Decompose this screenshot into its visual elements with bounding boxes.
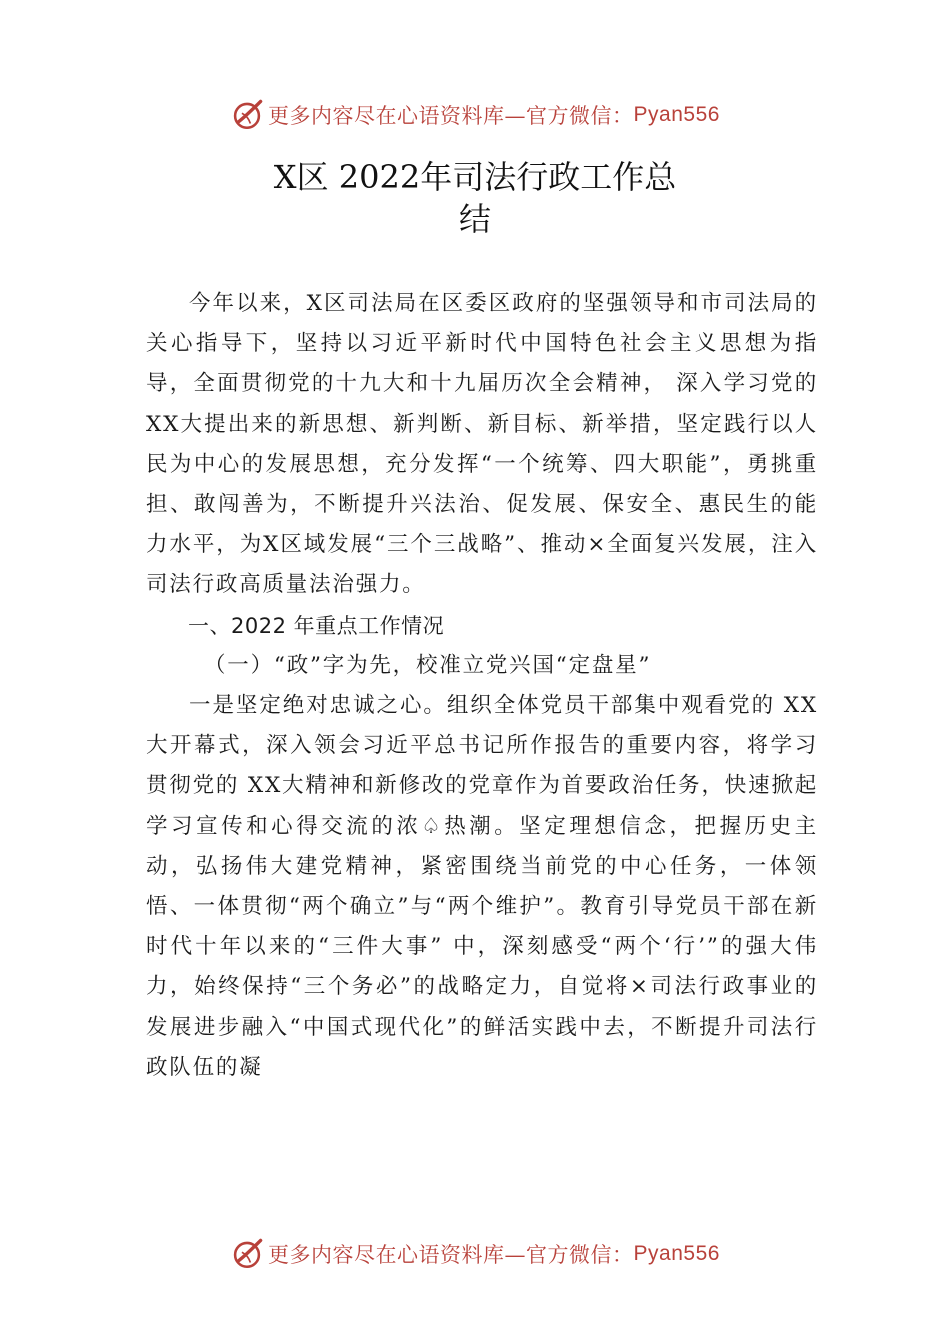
document-title [230, 156, 720, 240]
brush-logo-icon [230, 98, 264, 132]
intro-paragraph: 今年以来，X区司法局在区委区政府的坚强领导和市司法局的关心指导下，坚持以习近平新时代中国特色社会主义思想为指导，全面贯彻党的十九大和十九届历次全会精神， 深入学习党的 XX大提出来的新思想、新判断、新目标、新举措，坚定践行以人民为中心的发展思想，充分发挥“一个统筹、四大职能”，勇挑重担、敢闯善为，不断提升兴法治、促发展、保安全、惠民生的能力水平，为X区域发展“三个三战略”、推动×全面复兴发展，注入司法行政高质量法治强力。 [146, 291, 818, 598]
watermark-wechat-id: Pyan556 [633, 1242, 720, 1265]
watermark-text: 更多内容尽在心语资料库—官方微信： [268, 104, 634, 128]
watermark-wechat-id: Pyan556 [633, 103, 720, 126]
body-paragraph-1: 一是坚定绝对忠诚之心。组织全体党员干部集中观看党的 XX 大开幕式，深入领会习近平总书记所作报告的重要内容，将学习贯彻党的 XX大精神和新修改的党章作为首要政治任务，快速掀起学习宣传和心得交流的浓♤热潮。坚定理想信念，把握历史主动，弘扬伟大建党精神，紧密围绕当前党的中心任务，一体领悟、一体贯彻“两个确立”与“两个维护”。教育引导党员干部在新时代十年以来的“三件大事” 中，深刻感受“两个‘行’”的强大伟力，始终保持“三个务必”的战略定力，自觉将×司法行政事业的发展进步融入“中国式现代化”的鲜活实践中去，不断提升司法行政队伍的凝 [146, 693, 818, 1080]
section-heading-1: 一、2022 年重点工作情况 [188, 613, 445, 638]
title-line-2: 结 [458, 200, 491, 238]
watermark-header [0, 97, 950, 133]
document-body [146, 284, 818, 1088]
watermark-text: 更多内容尽在心语资料库—官方微信： [268, 1243, 634, 1267]
subsection-heading-1: （一）“政”字为先，校准立党兴国“定盘星” [204, 652, 652, 678]
brush-logo-icon [230, 1237, 264, 1271]
watermark-footer [0, 1236, 950, 1272]
title-line-1: X区 2022年司法行政工作总 [273, 158, 677, 196]
